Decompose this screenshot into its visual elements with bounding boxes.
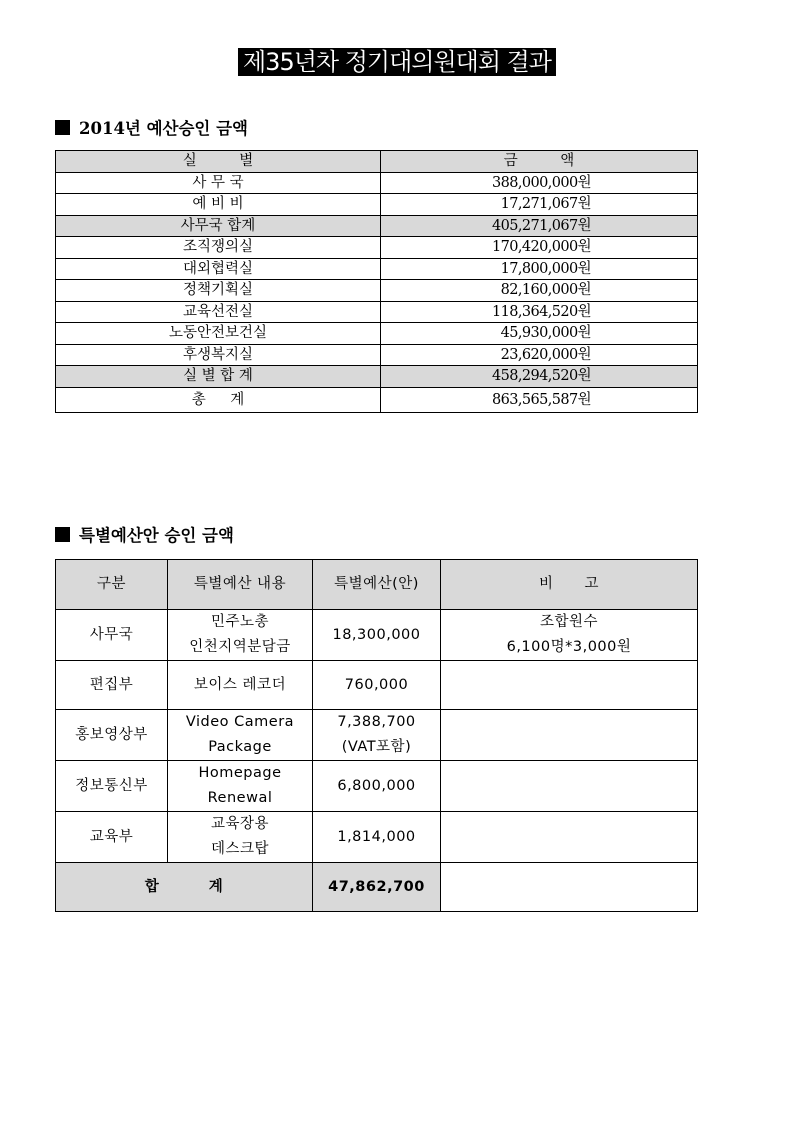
content-cell-line: 교육장용 <box>210 816 270 832</box>
table-row <box>56 258 698 280</box>
amount-cell-line: (VAT포함) <box>341 739 412 755</box>
note-cell <box>441 812 698 863</box>
header-cell-amount: 금 액 <box>381 151 698 173</box>
header-cell-dept: 실 별 <box>56 151 381 173</box>
table-row <box>56 366 698 388</box>
note-cell-line: 조합원수 <box>539 614 599 630</box>
note-cell <box>441 761 698 812</box>
amount-cell: 118,364,520원 <box>381 301 698 323</box>
amount-cell-line: 18,300,000 <box>332 626 421 643</box>
content-cell <box>168 661 313 710</box>
content-cell <box>168 710 313 761</box>
amount-cell: 23,620,000원 <box>381 344 698 366</box>
table-row <box>56 237 698 259</box>
dept-cell: 예 비 비 <box>56 194 381 216</box>
total-label-cell: 총 계 <box>56 387 381 412</box>
note-cell-line: 6,100명*3,000원 <box>506 639 632 655</box>
content-cell-line: 보이스 레코더 <box>193 676 287 693</box>
black-square-icon <box>55 120 70 135</box>
table-row <box>56 280 698 302</box>
section-heading-text: 2014년 예산승인 금액 <box>79 119 248 138</box>
amount-cell-line: 1,814,000 <box>337 828 416 845</box>
dept-cell: 교육부 <box>56 812 168 863</box>
table-header-row <box>56 151 698 173</box>
total-label-cell: 합 계 <box>56 863 313 912</box>
content-cell <box>168 812 313 863</box>
amount-cell <box>313 661 441 710</box>
total-row <box>56 863 698 912</box>
amount-cell <box>313 710 441 761</box>
dept-cell: 정책기획실 <box>56 280 381 302</box>
table-row <box>56 344 698 366</box>
page-title: 제35년차 정기대의원대회 결과 <box>238 48 556 76</box>
dept-cell: 정보통신부 <box>56 761 168 812</box>
amount-cell: 388,000,000원 <box>381 172 698 194</box>
special-budget-table <box>55 559 698 912</box>
dept-cell: 사무국 합계 <box>56 215 381 237</box>
total-row <box>56 387 698 412</box>
content-cell-line: 인천지역분담금 <box>189 639 291 655</box>
amount-cell: 82,160,000원 <box>381 280 698 302</box>
amount-cell-line: 7,388,700 <box>337 714 416 730</box>
table-row <box>56 610 698 661</box>
dept-cell: 대외협력실 <box>56 258 381 280</box>
note-cell <box>441 710 698 761</box>
table-header-row <box>56 560 698 610</box>
amount-cell: 17,800,000원 <box>381 258 698 280</box>
dept-cell: 교육선전실 <box>56 301 381 323</box>
table-row <box>56 323 698 345</box>
content-cell-line: Video Camera <box>185 714 295 730</box>
content-cell-line: 데스크탑 <box>210 841 270 857</box>
content-cell-line: 민주노총 <box>210 614 270 630</box>
content-cell-line: Homepage <box>198 765 282 781</box>
amount-cell <box>313 761 441 812</box>
amount-cell-line: 6,800,000 <box>337 777 416 794</box>
section-heading-text: 특별예산안 승인 금액 <box>79 526 234 545</box>
dept-cell: 노동안전보건실 <box>56 323 381 345</box>
amount-cell: 45,930,000원 <box>381 323 698 345</box>
content-cell <box>168 610 313 661</box>
content-cell-line: Renewal <box>207 790 273 806</box>
content-cell-line: Package <box>208 739 272 755</box>
total-amount-cell: 47,862,700 <box>313 863 441 912</box>
amount-cell: 170,420,000원 <box>381 237 698 259</box>
section-heading-special-budget <box>55 526 234 546</box>
note-cell <box>441 661 698 710</box>
dept-cell: 사 무 국 <box>56 172 381 194</box>
note-cell <box>441 610 698 661</box>
table-row <box>56 172 698 194</box>
header-cell-category: 구분 <box>56 560 168 610</box>
dept-cell: 후생복지실 <box>56 344 381 366</box>
budget-table <box>55 150 698 413</box>
section-heading-budget <box>55 119 248 139</box>
header-cell-note: 비 고 <box>441 560 698 610</box>
table-row <box>56 194 698 216</box>
amount-cell <box>313 610 441 661</box>
total-note-cell <box>441 863 698 912</box>
amount-cell: 17,271,067원 <box>381 194 698 216</box>
table-row <box>56 301 698 323</box>
header-cell-content: 특별예산 내용 <box>168 560 313 610</box>
dept-cell: 편집부 <box>56 661 168 710</box>
amount-cell-line: 760,000 <box>344 676 409 693</box>
table-row <box>56 812 698 863</box>
content-cell <box>168 761 313 812</box>
dept-cell: 조직쟁의실 <box>56 237 381 259</box>
table-row <box>56 710 698 761</box>
dept-cell: 홍보영상부 <box>56 710 168 761</box>
table-row <box>56 761 698 812</box>
dept-cell: 실 별 합 계 <box>56 366 381 388</box>
amount-cell: 458,294,520원 <box>381 366 698 388</box>
black-square-icon <box>55 527 70 542</box>
table-row <box>56 661 698 710</box>
amount-cell: 405,271,067원 <box>381 215 698 237</box>
header-cell-amount: 특별예산(안) <box>313 560 441 610</box>
dept-cell: 사무국 <box>56 610 168 661</box>
amount-cell <box>313 812 441 863</box>
total-amount-cell: 863,565,587원 <box>381 387 698 412</box>
table-row <box>56 215 698 237</box>
